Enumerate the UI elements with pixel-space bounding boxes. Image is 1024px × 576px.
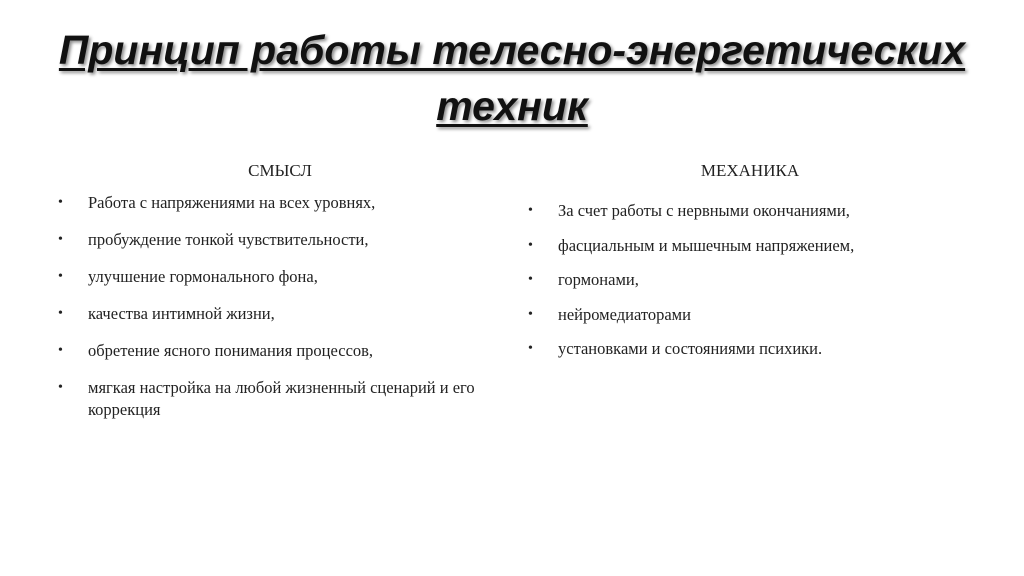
column-heading-mechanics: МЕХАНИКА	[700, 161, 800, 180]
bullet-icon: •	[58, 195, 63, 210]
list-item	[528, 338, 998, 360]
list-item-text: фасциальным и мышечным напряжением,	[558, 235, 855, 255]
list-item	[58, 303, 508, 325]
list-item	[58, 340, 508, 362]
bullet-icon: •	[58, 269, 63, 284]
bullet-icon: •	[528, 237, 533, 253]
bullet-icon: •	[58, 343, 63, 358]
list-item	[58, 229, 508, 251]
list-item-text: Работа с напряжениями на всех уровнях,	[88, 193, 376, 212]
mechanics-list	[528, 200, 998, 373]
list-item	[528, 269, 998, 291]
bullet-icon: •	[58, 380, 63, 395]
bullet-icon: •	[528, 272, 533, 287]
list-item-text: пробуждение тонкой чувствительности,	[88, 230, 369, 249]
bullet-icon: •	[58, 232, 63, 247]
column-heading-meaning: СМЫСЛ	[248, 161, 312, 180]
list-item	[58, 377, 508, 421]
bullet-icon: •	[528, 306, 533, 322]
bullet-icon: •	[528, 341, 533, 356]
list-item-text: нейромедиаторами	[558, 304, 691, 324]
list-item	[58, 192, 508, 214]
meaning-list	[58, 192, 508, 436]
bullet-icon: •	[58, 306, 63, 321]
slide-title: Принцип работы телесно-энергетических техник	[58, 27, 966, 129]
list-item-text: гормонами,	[558, 270, 639, 289]
list-item-text: качества интимной жизни,	[88, 304, 275, 323]
list-item	[528, 304, 998, 326]
list-item	[528, 200, 998, 222]
list-item	[58, 266, 508, 288]
list-item-text: улучшение гормонального фона,	[88, 267, 318, 286]
list-item-text: За счет работы с нервными окончаниями,	[558, 201, 850, 220]
list-item-text: установками и состояниями психики.	[558, 339, 823, 358]
list-item	[528, 235, 998, 257]
bullet-icon: •	[528, 203, 533, 218]
list-item-text: мягкая настройка на любой жизненный сценарий и его коррекция	[88, 378, 475, 419]
list-item-text: обретение ясного понимания процессов,	[88, 341, 374, 360]
